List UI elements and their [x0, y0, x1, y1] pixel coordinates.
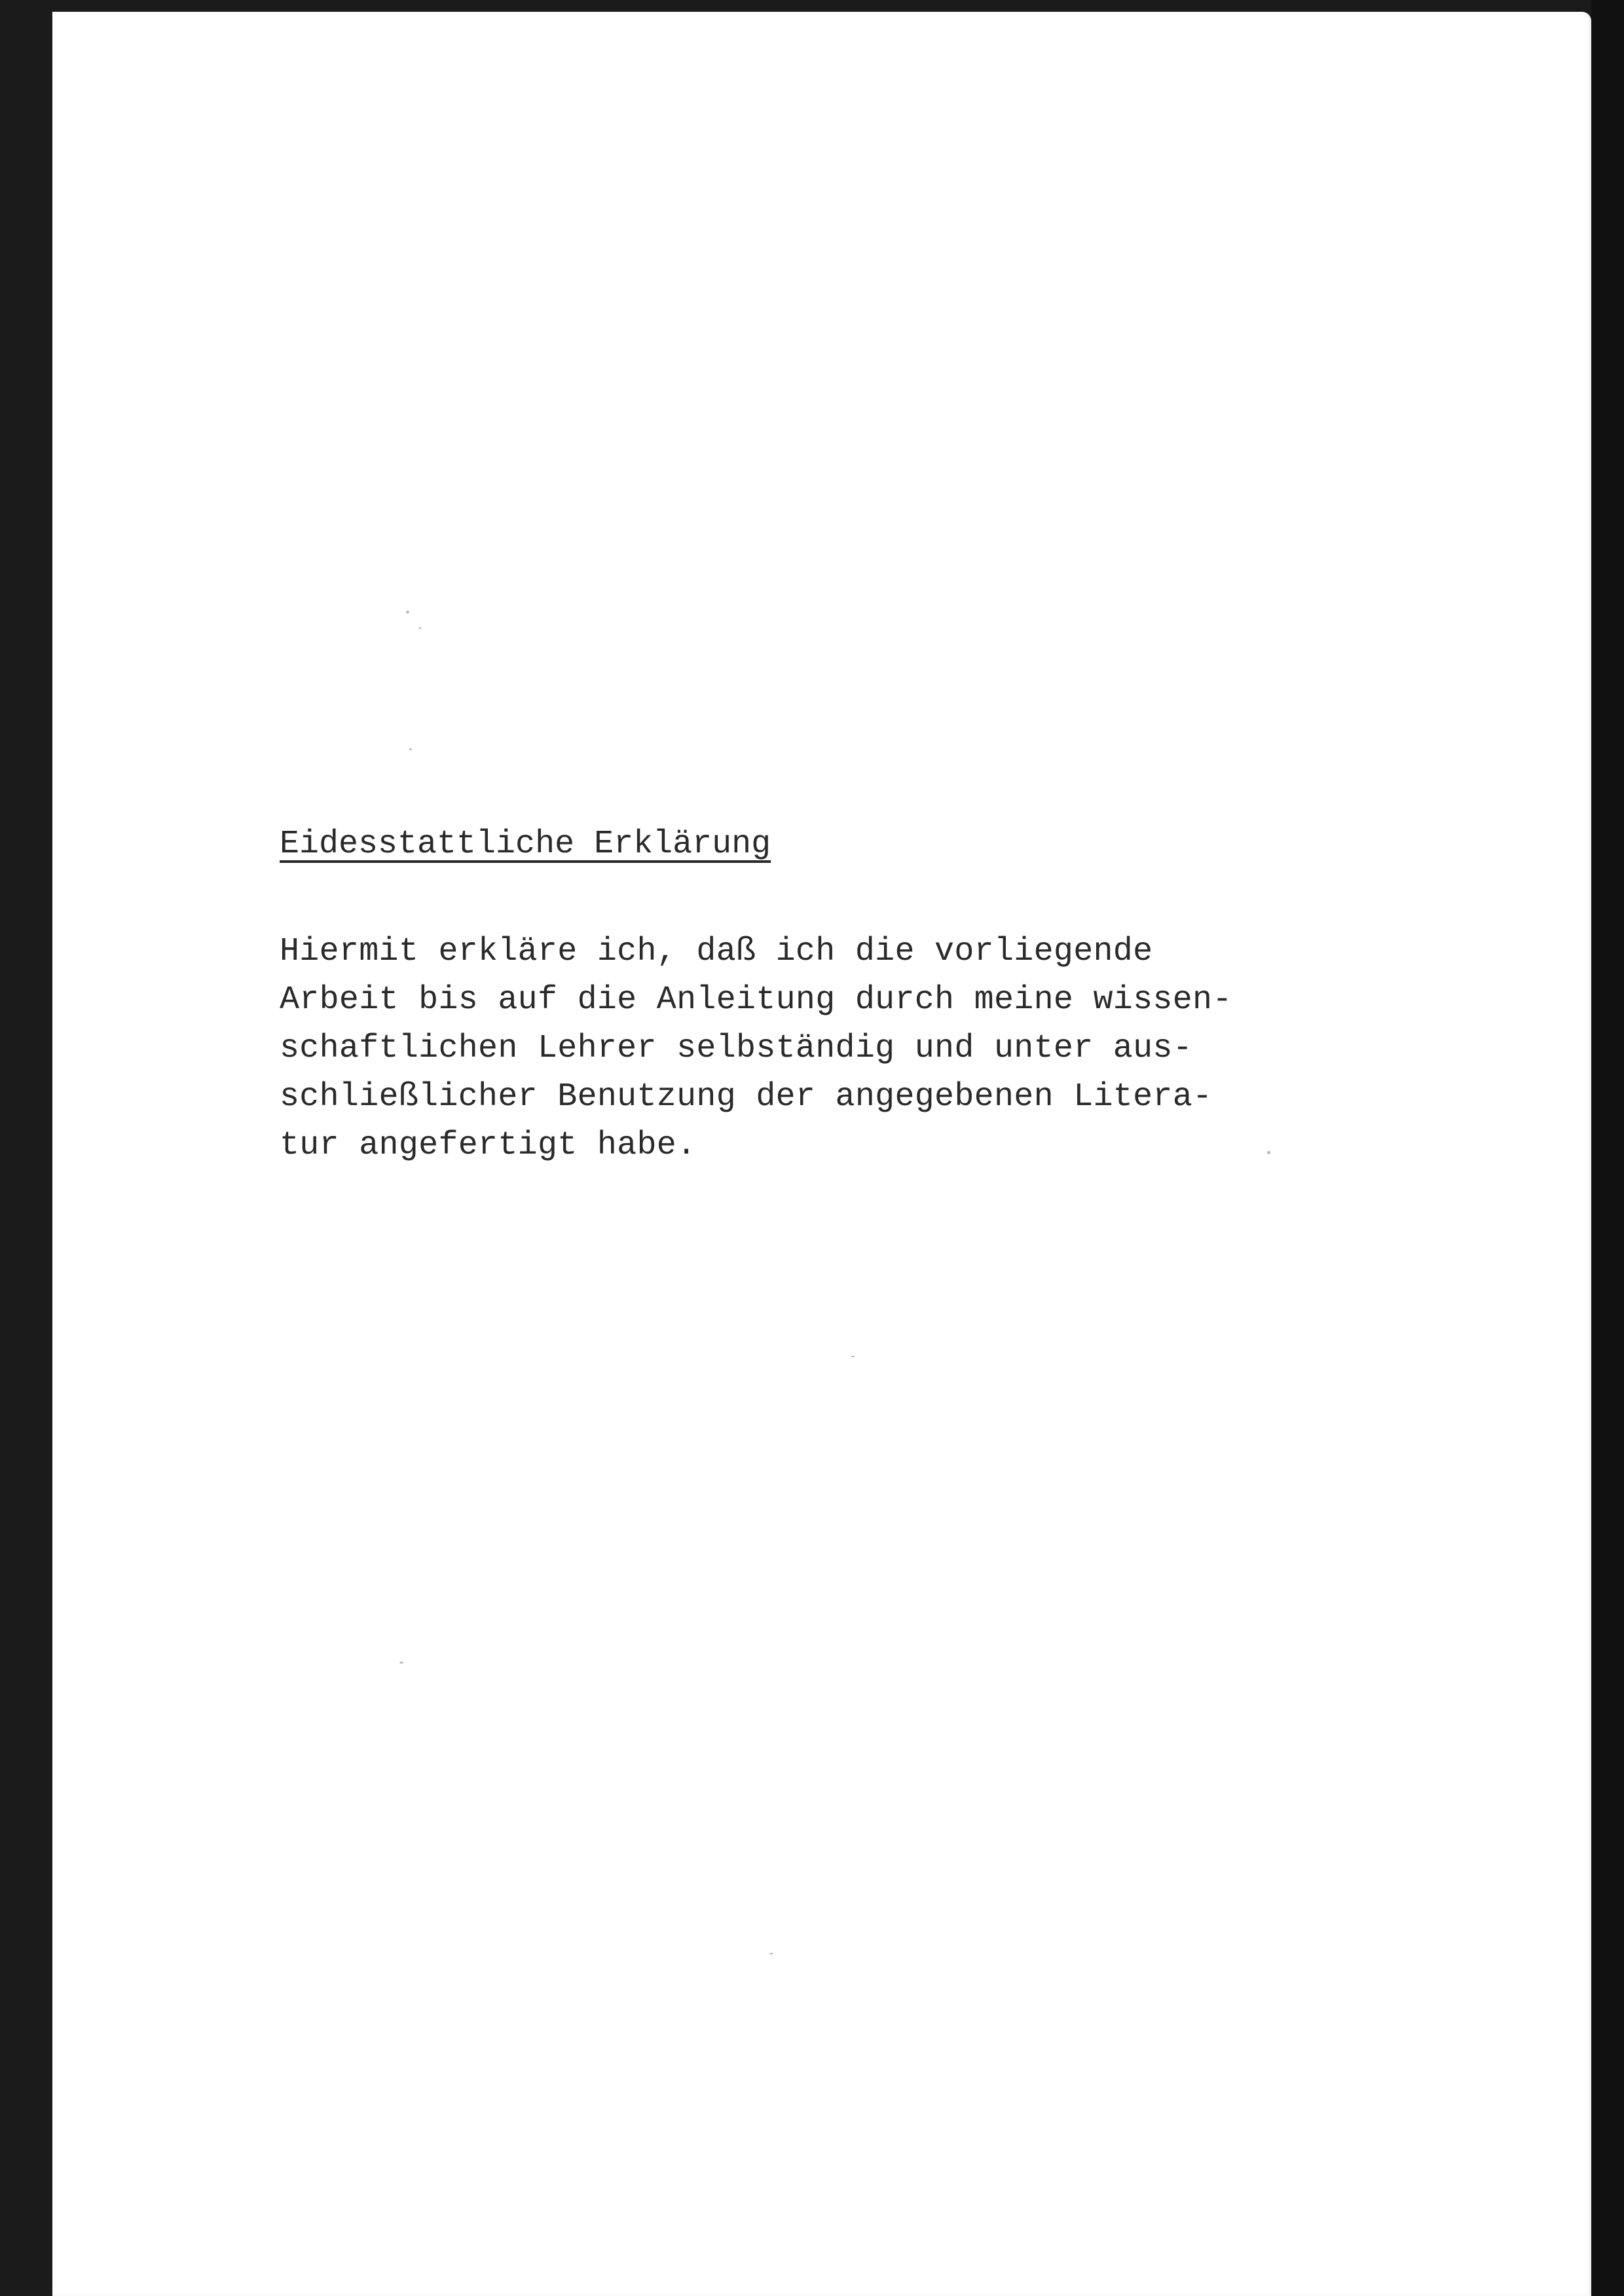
scan-speck	[851, 1356, 855, 1357]
scan-edge	[1591, 0, 1624, 2296]
scan-speck	[769, 1953, 773, 1954]
scan-speck	[399, 1662, 403, 1664]
scan-speck	[1267, 1151, 1270, 1154]
scan-speck	[419, 627, 421, 629]
declaration-title: Eidesstattliche Erklärung	[280, 826, 771, 863]
scan-speck	[409, 748, 412, 750]
scan-speck	[406, 611, 409, 613]
declaration-body-text: Hiermit erkläre ich, daß ich die vorliegende Arbeit bis auf die Anleitung durch meine wissen- schaftlichen Lehrer selbständig und unter aus- schließlicher Benutzung der angegebenen Litera- tur angefertigt habe.	[280, 933, 1232, 1164]
